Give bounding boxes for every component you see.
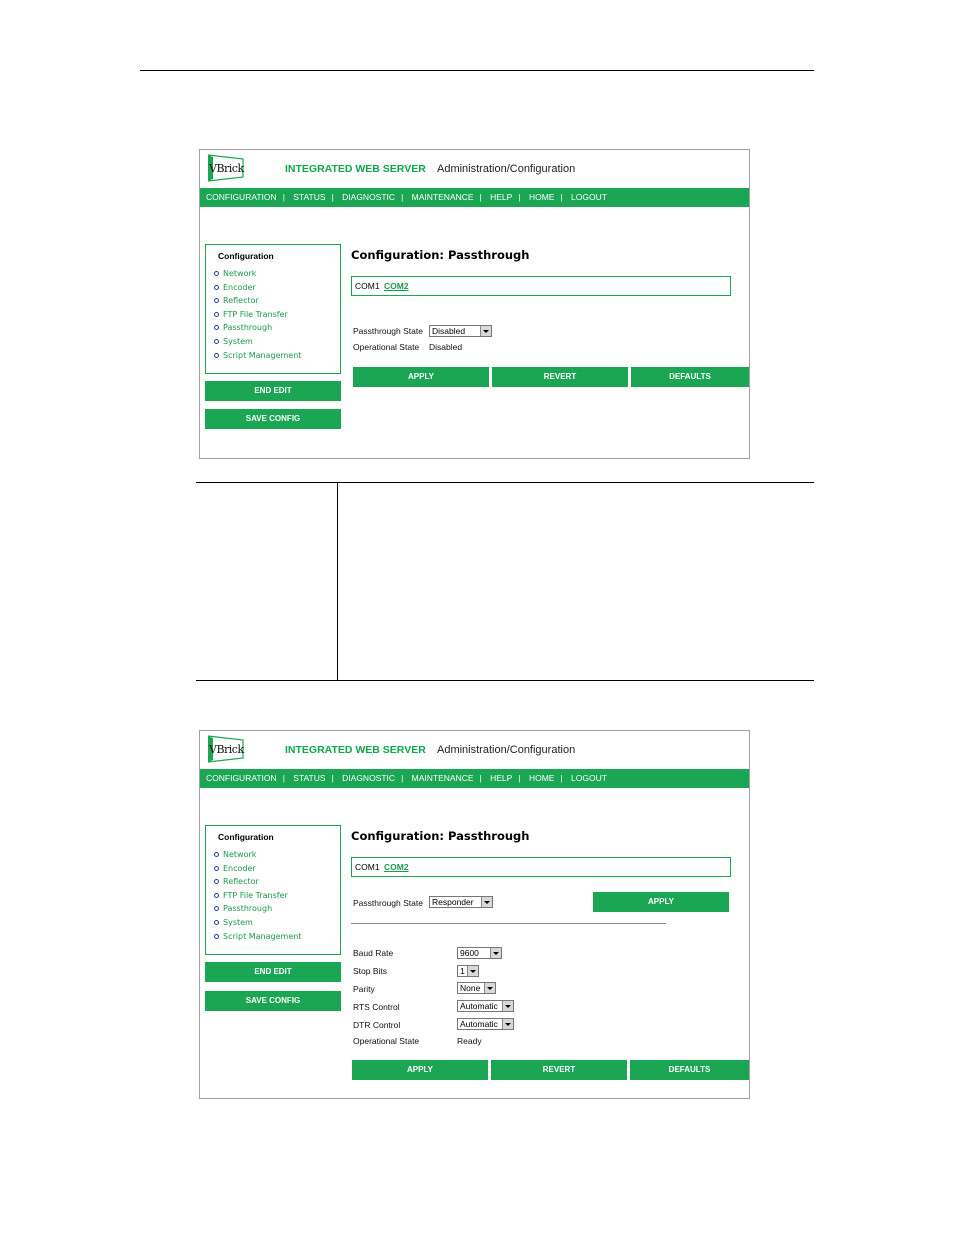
nav-status[interactable]: STATUS — [293, 192, 326, 202]
bullet-icon — [214, 271, 219, 276]
section-title: Administration/Configuration — [437, 744, 576, 756]
section-divider — [351, 923, 666, 924]
revert-button[interactable]: REVERT — [491, 1060, 627, 1080]
nav-configuration[interactable]: CONFIGURATION — [206, 773, 277, 783]
chevron-down-icon — [502, 1001, 513, 1011]
nav-diagnostic[interactable]: DIAGNOSTIC — [342, 192, 396, 202]
com-port-selector — [351, 857, 731, 877]
sidebar-item-reflector[interactable]: Reflector — [214, 875, 301, 889]
passthrough-state-select[interactable]: Disabled — [429, 325, 492, 337]
sidebar-item-ftp[interactable]: FTP File Transfer — [214, 308, 301, 322]
chevron-down-icon — [502, 1019, 513, 1029]
parity-select[interactable]: None — [457, 982, 496, 994]
operational-state-value: Ready — [457, 1036, 482, 1046]
operational-state-value: Disabled — [429, 342, 463, 352]
sidebar-item-system[interactable]: System — [214, 916, 301, 930]
nav-bar: CONFIGURATION | STATUS | DIAGNOSTIC | MAINTENANCE | HELP | HOME | LOGOUT — [200, 188, 749, 207]
bullet-icon — [214, 879, 219, 884]
description-table — [196, 482, 814, 681]
nav-maintenance[interactable]: MAINTENANCE — [411, 192, 474, 202]
screenshot-disabled — [199, 149, 750, 459]
logo-text: VBrick — [209, 162, 244, 175]
nav-help[interactable]: HELP — [490, 192, 513, 202]
page-title: Configuration: Passthrough — [351, 829, 530, 843]
nav-help[interactable]: HELP — [490, 773, 513, 783]
bullet-icon — [214, 298, 219, 303]
sidebar-item-script-management[interactable]: Script Management — [214, 349, 301, 363]
bullet-icon — [214, 866, 219, 871]
sidebar-item-ftp[interactable]: FTP File Transfer — [214, 889, 301, 903]
apply-button[interactable]: APPLY — [353, 367, 489, 387]
stop-bits-select[interactable]: 1 — [457, 965, 479, 977]
sidebar-item-reflector[interactable]: Reflector — [214, 294, 301, 308]
operational-state-label: Operational State — [353, 1036, 420, 1046]
chevron-down-icon — [467, 966, 478, 976]
config-sidebar — [205, 244, 341, 374]
passthrough-state-label: Passthrough State — [353, 326, 423, 336]
bullet-icon — [214, 893, 219, 898]
defaults-button[interactable]: DEFAULTS — [630, 1060, 749, 1080]
bullet-icon — [214, 312, 219, 317]
end-edit-button[interactable]: END EDIT — [205, 381, 341, 401]
bullet-icon — [214, 934, 219, 939]
save-config-button[interactable]: SAVE CONFIG — [205, 409, 341, 429]
chevron-down-icon — [480, 326, 491, 336]
nav-bar: CONFIGURATION | STATUS | DIAGNOSTIC | MAINTENANCE | HELP | HOME | LOGOUT — [200, 769, 749, 788]
parity-label: Parity — [353, 984, 375, 994]
sidebar-title: Configuration — [218, 251, 274, 261]
save-config-button[interactable]: SAVE CONFIG — [205, 991, 341, 1011]
nav-status[interactable]: STATUS — [293, 773, 326, 783]
sidebar-item-passthrough[interactable]: Passthrough — [214, 902, 301, 916]
rts-control-label: RTS Control — [353, 1002, 400, 1012]
sidebar-item-encoder[interactable]: Encoder — [214, 862, 301, 876]
nav-logout[interactable]: LOGOUT — [571, 192, 607, 202]
nav-configuration[interactable]: CONFIGURATION — [206, 192, 277, 202]
screenshot-responder — [199, 730, 750, 1099]
page-top-rule — [140, 70, 814, 71]
com2-link[interactable]: COM2 — [384, 281, 409, 291]
sidebar-title: Configuration — [218, 832, 274, 842]
chevron-down-icon — [484, 983, 495, 993]
bullet-icon — [214, 339, 219, 344]
com1-label: COM1 — [355, 862, 380, 872]
passthrough-state-label: Passthrough State — [353, 898, 423, 908]
vbrick-logo — [205, 734, 245, 764]
revert-button[interactable]: REVERT — [492, 367, 628, 387]
chevron-down-icon — [481, 897, 492, 907]
bullet-icon — [214, 285, 219, 290]
sidebar-item-passthrough[interactable]: Passthrough — [214, 321, 301, 335]
passthrough-state-select[interactable]: Responder — [429, 896, 493, 908]
sidebar-item-system[interactable]: System — [214, 335, 301, 349]
dtr-control-select[interactable]: Automatic — [457, 1018, 514, 1030]
product-title: INTEGRATED WEB SERVER — [285, 744, 426, 756]
com1-label: COM1 — [355, 281, 380, 291]
bullet-icon — [214, 920, 219, 925]
vbrick-logo — [205, 153, 245, 183]
baud-rate-label: Baud Rate — [353, 948, 394, 958]
operational-state-label: Operational State — [353, 342, 420, 352]
nav-home[interactable]: HOME — [528, 773, 555, 783]
section-title: Administration/Configuration — [437, 163, 576, 175]
logo-text: VBrick — [209, 743, 244, 756]
nav-maintenance[interactable]: MAINTENANCE — [411, 773, 474, 783]
end-edit-button[interactable]: END EDIT — [205, 962, 341, 982]
product-title: INTEGRATED WEB SERVER — [285, 163, 426, 175]
sidebar-item-network[interactable]: Network — [214, 848, 301, 862]
page-title: Configuration: Passthrough — [351, 248, 530, 262]
apply-button[interactable]: APPLY — [352, 1060, 488, 1080]
defaults-button[interactable]: DEFAULTS — [631, 367, 749, 387]
config-sidebar — [205, 825, 341, 955]
bullet-icon — [214, 325, 219, 330]
apply-state-button[interactable]: APPLY — [593, 892, 729, 912]
bullet-icon — [214, 353, 219, 358]
nav-logout[interactable]: LOGOUT — [571, 773, 607, 783]
sidebar-item-network[interactable]: Network — [214, 267, 301, 281]
rts-control-select[interactable]: Automatic — [457, 1000, 514, 1012]
com2-link[interactable]: COM2 — [384, 862, 409, 872]
dtr-control-label: DTR Control — [353, 1020, 401, 1030]
baud-rate-select[interactable]: 9600 — [457, 947, 502, 959]
sidebar-item-encoder[interactable]: Encoder — [214, 281, 301, 295]
bullet-icon — [214, 852, 219, 857]
stop-bits-label: Stop Bits — [353, 966, 388, 976]
nav-diagnostic[interactable]: DIAGNOSTIC — [342, 773, 396, 783]
chevron-down-icon — [490, 948, 501, 958]
table-column-divider — [337, 483, 338, 680]
nav-home[interactable]: HOME — [528, 192, 555, 202]
sidebar-item-script-management[interactable]: Script Management — [214, 930, 301, 944]
bullet-icon — [214, 906, 219, 911]
com-port-selector — [351, 276, 731, 296]
